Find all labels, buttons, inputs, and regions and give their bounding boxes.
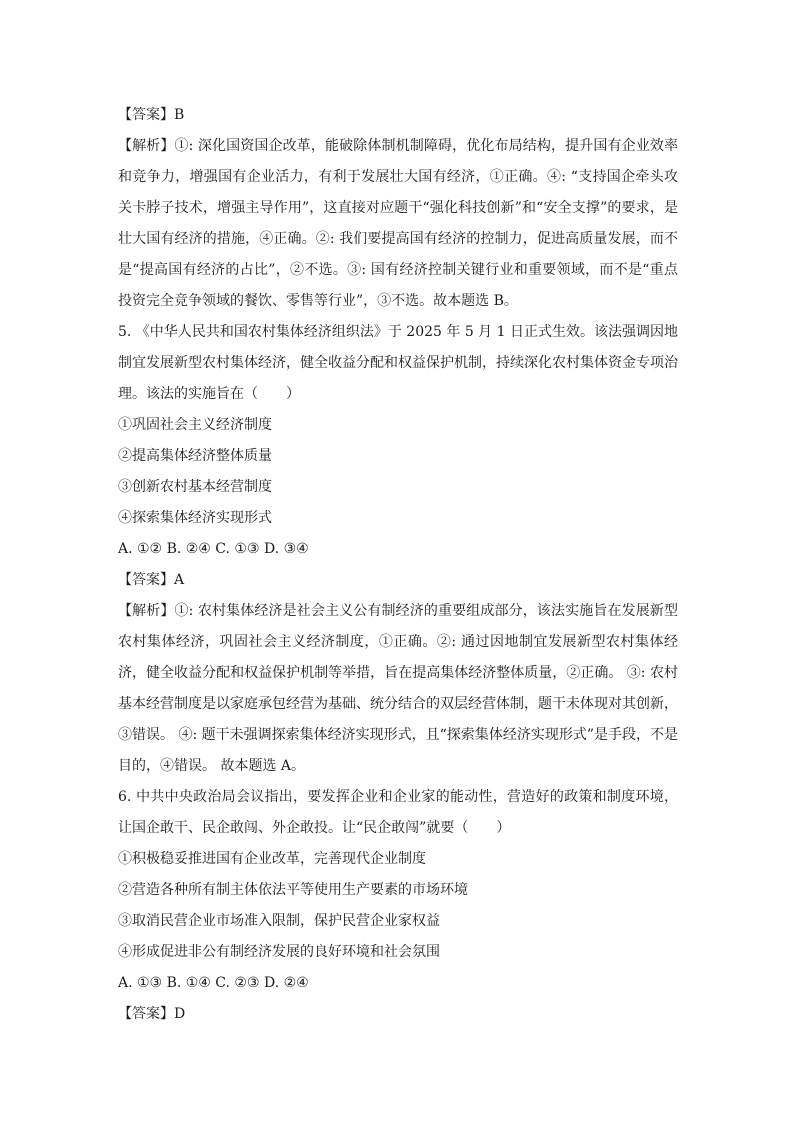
option-item: ①积极稳妥推进国有企业改革，完善现代企业制度: [118, 851, 426, 867]
answer-choices: A. ①② B. ②④ C. ①③ D. ③④: [118, 541, 309, 557]
answer-line: 【答案】A: [118, 572, 185, 588]
answer-line: 【答案】B: [118, 107, 185, 123]
option-item: ②营造各种所有制主体依法平等使用生产要素的市场环境: [118, 882, 468, 898]
option-item: ③取消民营企业市场准入限制，保护民营企业家权益: [118, 913, 440, 929]
option-item: ②提高集体经济整体质量: [118, 448, 272, 464]
option-item: ①巩固社会主义经济制度: [118, 417, 272, 433]
analysis-paragraph: 【解析】①: 农村集体经济是社会主义公有制经济的重要组成部分，该法实施旨在发展新型农村集体经济，巩固社会主义经济制度，①正确。②: 通过因地制宜发展新型农村集体经济，健全收益分配和权益保护机制等举措，旨在提高集体经济整体质量，②正确。 ③: 农村基本经营制度是以家庭承包经营为基础、统分结合的双层经营体制，题干未体现对其创新，③错误。 ④: 题干未强调探索集体经济实现形式，且“探索集体经济实现形式”是手段，不是目的，④错误。 故本题选 A。: [118, 603, 678, 774]
analysis-paragraph: 【解析】①: 深化国资国企改革，能破除体制机制障碍，优化布局结构，提升国有企业效率和竞争力，增强国有企业活力，有利于发展壮大国有经济，①正确。④: “支持国企牵头攻关卡脖子技术，增强主导作用”，这直接对应题干“强化科技创新”和“安全支撑”的要求，是壮大国有经济的措施，④正确。②: 我们要提高国有经济的控制力，促进高质量发展，而不是“提高国有经济的占比”，②不选。③: 国有经济控制关键行业和重要领域，而不是“重点投资完全竞争领域的餐饮、零售等行业”，③不选。故本题选 B。: [118, 138, 678, 309]
question-stem: 6. 中共中央政治局会议指出，要发挥企业和企业家的能动性，营造好的政策和制度环境，让国企敢干、民企敢闯、外企敢投。让“民企敢闯”就要（ ）: [118, 789, 678, 836]
question-stem: 5. 《中华人民共和国农村集体经济组织法》于 2025 年 5 月 1 日正式生效。该法强调因地制宜发展新型农村集体经济，健全收益分配和权益保护机制，持续深化农村集体资金专项治理。该法的实施旨在（ ）: [118, 324, 678, 402]
option-item: ③创新农村基本经营制度: [118, 479, 272, 495]
document-content: [118, 100, 678, 1030]
answer-line: 【答案】D: [118, 1006, 186, 1022]
option-item: ④探索集体经济实现形式: [118, 510, 272, 526]
answer-choices: A. ①③ B. ①④ C. ②③ D. ②④: [118, 975, 309, 991]
option-item: ④形成促进非公有制经济发展的良好环境和社会氛围: [118, 944, 440, 960]
